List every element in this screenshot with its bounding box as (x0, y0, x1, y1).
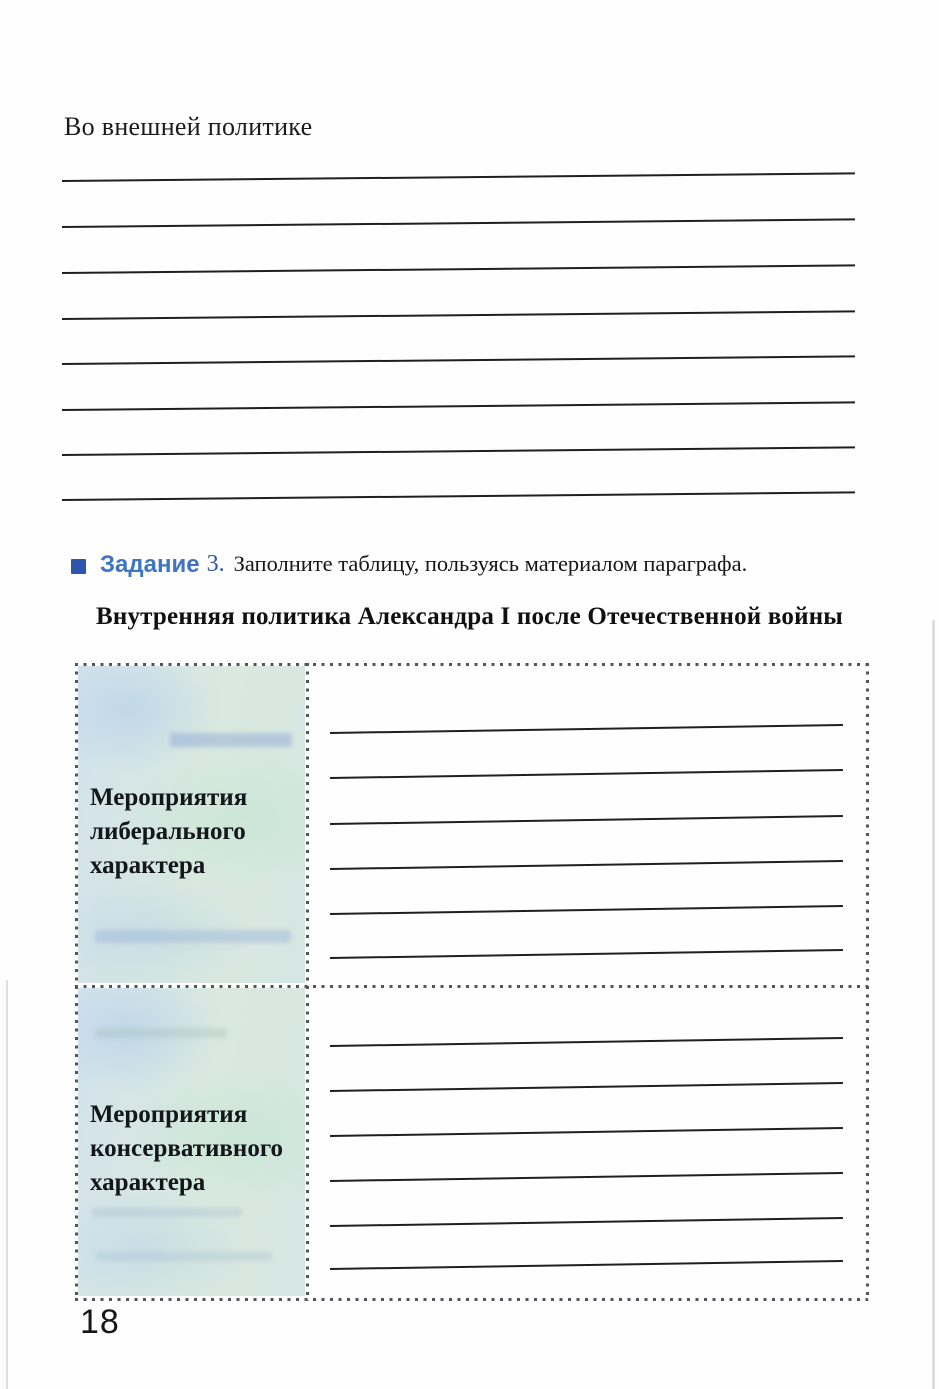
writing-line (62, 491, 855, 501)
table-column-divider (306, 663, 309, 1301)
row-label: Мероприятия либерального характера (90, 783, 248, 879)
answer-line (330, 724, 843, 734)
writing-line (62, 446, 855, 456)
table-row-label-cell (78, 666, 305, 983)
writing-line (62, 172, 855, 182)
task-label: Задание (100, 551, 200, 578)
writing-line (62, 218, 855, 228)
scan-edge-artifact (6, 980, 8, 1389)
answer-line (330, 1127, 843, 1137)
table-border-right (866, 663, 869, 1301)
answer-line (330, 905, 843, 915)
table-border-bottom (75, 1298, 868, 1301)
answer-line (330, 1217, 843, 1227)
square-bullet-icon (71, 559, 86, 574)
answer-line (330, 949, 843, 959)
answer-line (330, 1082, 843, 1092)
writing-line (62, 264, 855, 274)
row-label: Мероприятия консервативного характера (90, 1101, 284, 1196)
answer-line (330, 1037, 843, 1047)
writing-line (62, 401, 855, 411)
writing-line (62, 310, 855, 320)
answer-line (330, 815, 843, 825)
section-header-text: Во внешней политике (64, 112, 313, 141)
writing-line (62, 355, 855, 365)
answer-line (330, 1172, 843, 1182)
answer-line (330, 769, 843, 779)
page-number: 18 (80, 1303, 120, 1341)
task-instruction-text: Заполните таблицу, пользуясь материалом параграфа. (233, 551, 748, 576)
table-title: Внутренняя политика Александра I после Отечественной войны (95, 603, 844, 630)
task-prompt (71, 551, 891, 579)
scan-edge-artifact (932, 620, 935, 1389)
answer-line (330, 860, 843, 870)
table-row-label-cell (78, 988, 305, 1296)
task-number: 3. (206, 551, 225, 577)
answer-line (330, 1260, 843, 1270)
